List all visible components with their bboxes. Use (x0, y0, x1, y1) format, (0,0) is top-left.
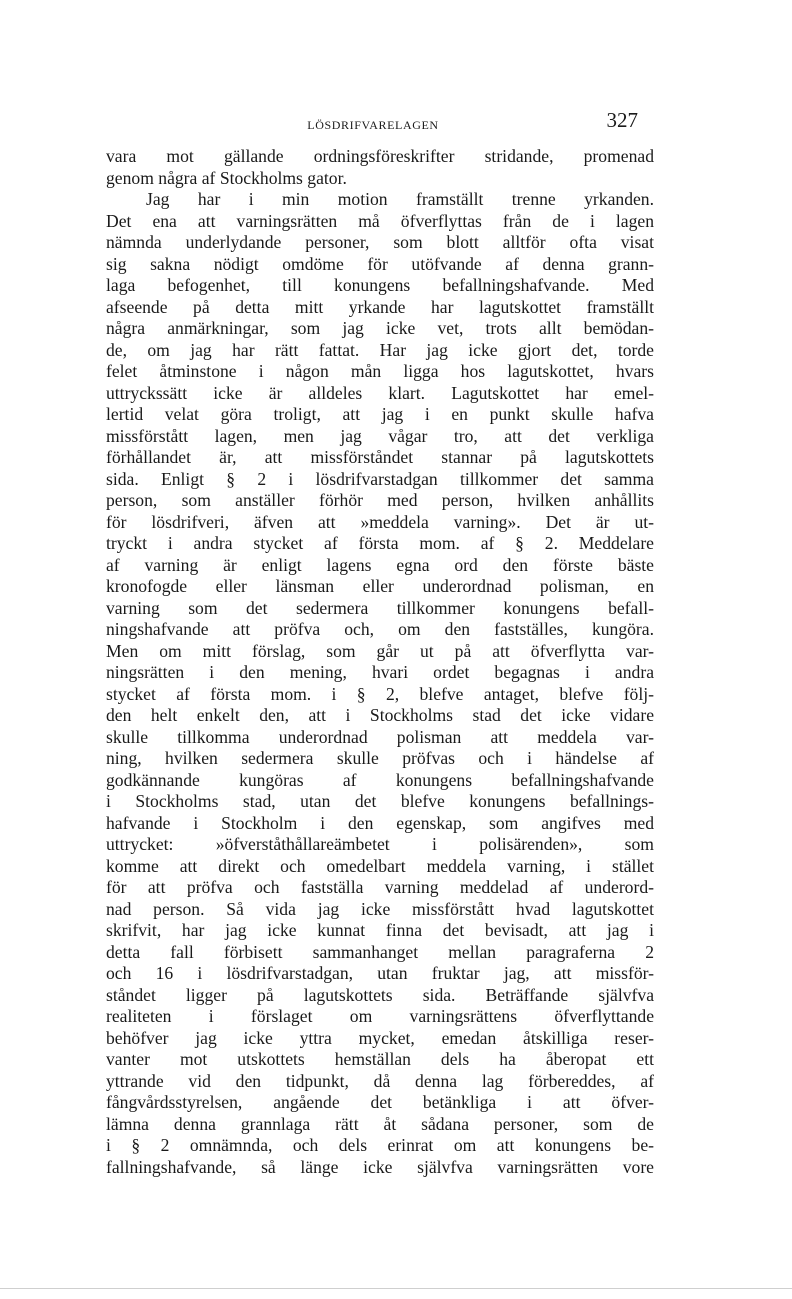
text-line: fångvårdsstyrelsen, angående det betänkliga i att öfver- (106, 1092, 654, 1112)
text-line: Men om mitt förslag, som går ut på att öfverflytta var- (106, 640, 654, 661)
text-line: förhållandet är, att missförståndet stannar på lagutskottets (106, 447, 654, 467)
text-line: vara mot gällande ordningsföreskrifter stridande, promenad (106, 146, 654, 166)
text-line: Det ena att varningsrätten må öfverflyttas från de i lagen (106, 210, 654, 231)
text-line: stycket af första mom. i § 2, blefve antaget, blefve följ- (106, 683, 654, 704)
scan-edge-divider (0, 1288, 792, 1289)
text-line: hafvande i Stockholm i den egenskap, som angifves med (106, 812, 654, 833)
text-line: ningsrätten i den mening, hvari ordet begagnas i andra (106, 662, 654, 682)
text-line: kronofogde eller länsman eller underordnad polisman, en (106, 576, 654, 596)
text-line: den helt enkelt den, att i Stockholms stad det icke vidare (106, 705, 654, 725)
text-line: skrifvit, har jag icke kunnat finna det bevisadt, att jag i (106, 920, 654, 940)
text-line: i § 2 omnämnda, och dels erinrat om att konungens be- (106, 1135, 654, 1155)
text-line: lämna denna grannlaga rätt åt sådana personer, som de (106, 1113, 654, 1134)
text-line: ningshafvande att pröfva och, om den fastställes, kungöra. (106, 619, 654, 639)
text-line: ståndet ligger på lagutskottets sida. Beträffande självfva (106, 984, 654, 1005)
text-line: person, som anställer förhör med person, hvilken anhållits (106, 490, 654, 510)
text-line: sig sakna nödigt omdöme för utöfvande af denna grann- (106, 253, 654, 274)
text-line: skulle tillkomma underordnad polisman att meddela var- (106, 726, 654, 747)
text-line: missförstått lagen, men jag vågar tro, att det verkliga (106, 425, 654, 446)
text-line: ning, hvilken sedermera skulle pröfvas och i händelse af (106, 748, 654, 768)
text-line: laga befogenhet, till konungens befallningshafvande. Med (106, 275, 654, 295)
text-line: komme att direkt och omedelbart meddela varning, i stället (106, 855, 654, 876)
text-line: Jag har i min motion framställt trenne yrkanden. (146, 189, 654, 209)
text-line: realiteten i förslaget om varningsrättens öfverflyttande (106, 1006, 654, 1026)
text-line: genom några af Stockholms gator. (106, 167, 347, 188)
text-line: felet åtminstone i någon mån ligga hos lagutskottet, hvars (106, 361, 654, 381)
text-line: nad person. Så vida jag icke missförstått hvad lagutskottet (106, 898, 654, 919)
text-line: i Stockholms stad, utan det blefve konungens befallnings- (106, 791, 654, 811)
text-line: några anmärkningar, som jag icke vet, trots allt bemödan- (106, 318, 654, 338)
text-line: nämnda underlydande personer, som blott alltför ofta visat (106, 232, 654, 252)
text-line: behöfver jag icke yttra mycket, emedan åtskilliga reser- (106, 1027, 654, 1048)
page-header (108, 108, 638, 132)
text-line: vanter mot utskottets hemställan dels ha åberopat ett (106, 1049, 654, 1069)
text-line: sida. Enligt § 2 i lösdrifvarstadgan tillkommer det samma (106, 468, 654, 489)
text-line: af varning är enligt lagens egna ord den förste bäste (106, 554, 654, 575)
text-line: detta fall förbisett sammanhanget mellan paragraferna 2 (106, 941, 654, 962)
text-line: för lösdrifveri, äfven att »meddela varning». Det är ut- (106, 511, 654, 532)
text-line: fallningshafvande, så länge icke självfva varningsrätten vore (106, 1156, 654, 1177)
running-title: LÖSDRIFVARELAGEN (307, 118, 439, 132)
text-line: för att pröfva och fastställa varning meddelad af underord- (106, 877, 654, 897)
text-line: varning som det sedermera tillkommer konungens befall- (106, 597, 654, 618)
text-line: uttryckssätt icke är alldeles klart. Lagutskottet har emel- (106, 382, 654, 403)
text-line: yttrande vid den tidpunkt, då denna lag förbereddes, af (106, 1070, 654, 1091)
body-text (106, 146, 654, 1178)
text-line: afseende på detta mitt yrkande har lagutskottet framställt (106, 296, 654, 317)
text-line: tryckt i andra stycket af första mom. af § 2. Meddelare (106, 533, 654, 553)
text-line: uttrycket: »öfverståthållareämbetet i polisärenden», som (106, 834, 654, 854)
text-line: de, om jag har rätt fattat. Har jag icke gjort det, torde (106, 339, 654, 360)
page-number: 327 (606, 108, 638, 132)
text-line: och 16 i lösdrifvarstadgan, utan fruktar jag, att missför- (106, 963, 654, 983)
text-line: lertid velat göra troligt, att jag i en punkt skulle hafva (106, 404, 654, 424)
text-line: godkännande kungöras af konungens befallningshafvande (106, 769, 654, 790)
